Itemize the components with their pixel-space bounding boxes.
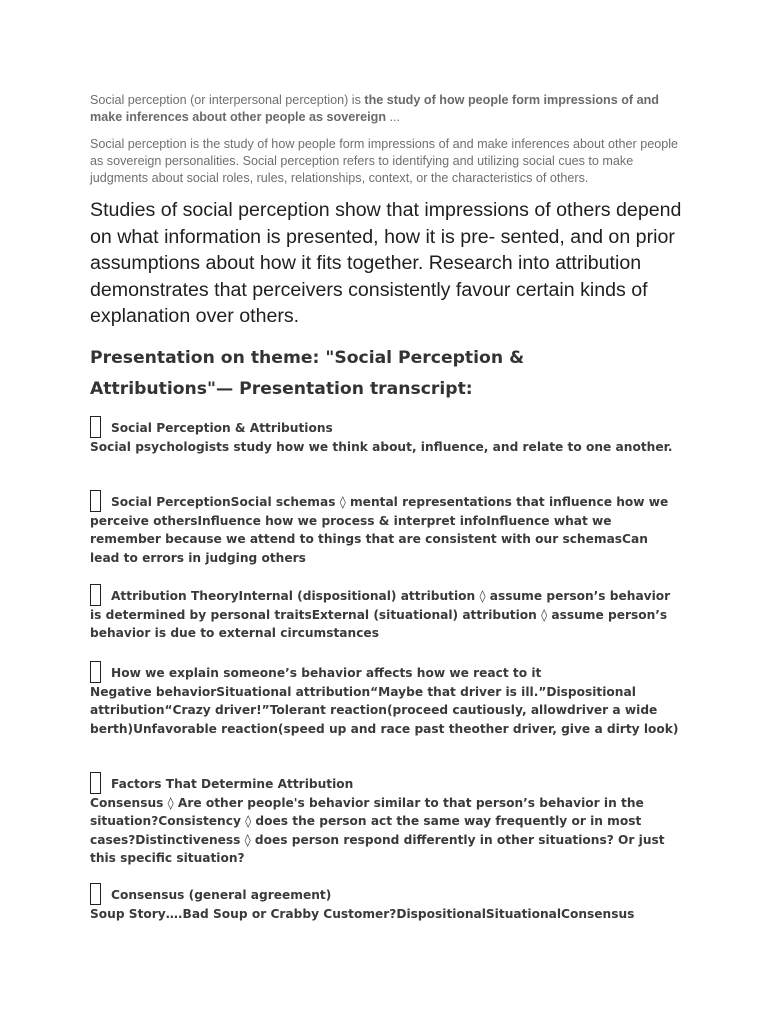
slide-title: Attribution TheoryInternal (dispositional) attribution ◊ assume person’s behavior is determined by personal traitsExternal (situational) attribution ◊ assume person’s behavior is due to external circumstances: [90, 589, 671, 641]
slide-title: Factors That Determine Attribution: [111, 777, 354, 791]
slide-body: Soup Story….Bad Soup or Crabby Customer?DispositionalSituationalConsensus: [90, 907, 635, 921]
search-snippet: [90, 92, 682, 126]
slide-item: [90, 490, 680, 567]
snippet-prefix: Social perception (or interpersonal perception) is: [90, 93, 365, 107]
slide-thumbnail-icon: [90, 584, 101, 606]
slide-item: [90, 416, 680, 456]
slide-title: Social PerceptionSocial schemas ◊ mental representations that influence how we perceive othersInfluence how we process & interpret infoInfluence what we remember because we attend to things that are consistent with our schemasCan lead to errors in judging others: [90, 495, 669, 565]
slide-thumbnail-icon: [90, 416, 101, 438]
slide-title: Social Perception & Attributions: [111, 421, 333, 435]
slide-item: [90, 883, 680, 923]
slide-item: [90, 584, 680, 643]
transcript-heading: Presentation on theme: "Social Perception & Attributions"— Presentation transcript:: [90, 348, 525, 399]
slide-thumbnail-icon: [90, 490, 101, 512]
snippet-suffix: ...: [386, 110, 401, 124]
slide-thumbnail-icon: [90, 772, 101, 794]
definition-paragraph: Social perception is the study of how people form impressions of and make inferences about other people as sovereign personalities. Social perception refers to identifying and utilizing social cues to make judgments about social roles, rules, relationships, context, or the characteristics of others.: [90, 137, 679, 185]
lead-paragraph: Studies of social perception show that impressions of others depend on what information is presented, how it is pre- sented, and on prior assumptions about how it fits together. Research into attribution demonstrates that perceivers consistently favour certain kinds of explanation over others.: [90, 199, 682, 328]
slide-thumbnail-icon: [90, 883, 101, 905]
slide-title: How we explain someone’s behavior affects how we react to it: [111, 666, 542, 680]
slide-body: Consensus ◊ Are other people's behavior similar to that person’s behavior in the situation?Consistency ◊ does the person act the same way frequently or in most cases?Distinctiveness ◊ does person respond differently in other situations? Or just this specific situation?: [90, 796, 665, 866]
slide-item: [90, 772, 680, 868]
slide-title: Consensus (general agreement): [111, 888, 332, 902]
snippet-bold: the study of how people form impressions of and make inferences about other people as sovereign: [90, 93, 659, 124]
slide-body: Negative behaviorSituational attribution“Maybe that driver is ill.”Dispositional attribution“Crazy driver!”Tolerant reaction(proceed cautiously, allowdriver a wide berth)Unfavorable reaction(speed up and race past theother driver, give a dirty look): [90, 685, 679, 736]
slide-body: Social psychologists study how we think about, influence, and relate to one another.: [90, 440, 673, 454]
slide-thumbnail-icon: [90, 661, 101, 683]
slide-item: [90, 661, 680, 738]
